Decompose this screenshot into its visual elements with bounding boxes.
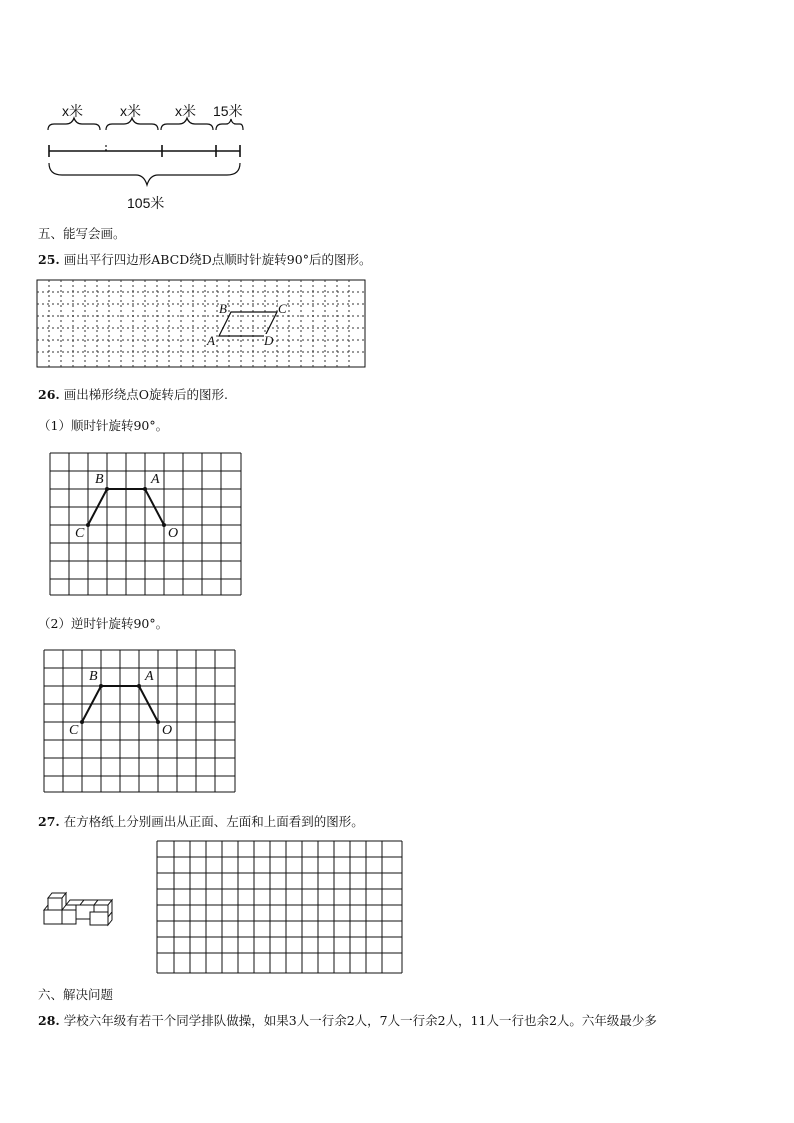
q26-1-label-a: A xyxy=(151,472,160,487)
question-text: 学校六年级有若干个同学排队做操，如果3人一行余2人，7人一行余2人，11人一行也余2人。六年级最少多 xyxy=(63,1013,657,1028)
q26-1-label-b: B xyxy=(95,472,104,487)
section-five-heading: 五、能写会画。 xyxy=(38,226,126,241)
q25-label-c: C xyxy=(278,301,287,316)
question-number: 26. xyxy=(38,387,60,402)
dotted-vertical-lines xyxy=(49,280,349,367)
q26-2-label-a: A xyxy=(145,669,154,684)
segment-dot xyxy=(105,145,107,147)
q26-grid-1 xyxy=(49,452,245,598)
q26-part1-label: （1）顺时针旋转90°。 xyxy=(38,418,169,433)
question-number: 28. xyxy=(38,1013,60,1028)
q25-label-d: D xyxy=(264,333,274,348)
cube-stack-figure xyxy=(40,890,120,932)
q26-2-label-b: B xyxy=(89,669,98,684)
segment-label-3: x米 xyxy=(175,103,196,119)
question-text: 画出平行四边形ABCD绕D点顺时针旋转90°后的图形。 xyxy=(63,252,372,267)
segment-total-label: 105米 xyxy=(127,195,165,211)
segment-label-4: 15米 xyxy=(213,103,243,119)
question-25 xyxy=(38,250,371,268)
question-number: 25. xyxy=(38,252,60,267)
q26-1-label-c: C xyxy=(75,526,85,541)
segment-dot xyxy=(105,149,107,151)
q25-label-b: B xyxy=(219,301,227,316)
question-number: 27. xyxy=(38,814,60,829)
section-six-heading: 六、解决问题 xyxy=(38,987,114,1002)
segment-label-2: x米 xyxy=(120,103,141,119)
segment-label-1: x米 xyxy=(62,103,83,119)
question-text: 在方格纸上分别画出从正面、左面和上面看到的图形。 xyxy=(63,814,364,829)
question-text: 画出梯形绕点O旋转后的图形. xyxy=(63,387,228,402)
q26-2-label-o: O xyxy=(162,723,173,738)
q26-2-label-c: C xyxy=(69,723,79,738)
bottom-brace xyxy=(49,163,240,185)
q27-grid xyxy=(156,840,406,976)
dotted-horizontal-lines xyxy=(37,292,365,352)
question-28 xyxy=(38,1011,657,1029)
q26-1-label-o: O xyxy=(168,526,179,541)
q25-dot-grid xyxy=(36,279,368,371)
question-26 xyxy=(38,385,228,403)
q26-part2-label: （2）逆时针旋转90°。 xyxy=(38,616,169,631)
q26-grid-2 xyxy=(43,649,239,795)
q25-label-a: A xyxy=(207,333,215,348)
question-27 xyxy=(38,812,364,830)
